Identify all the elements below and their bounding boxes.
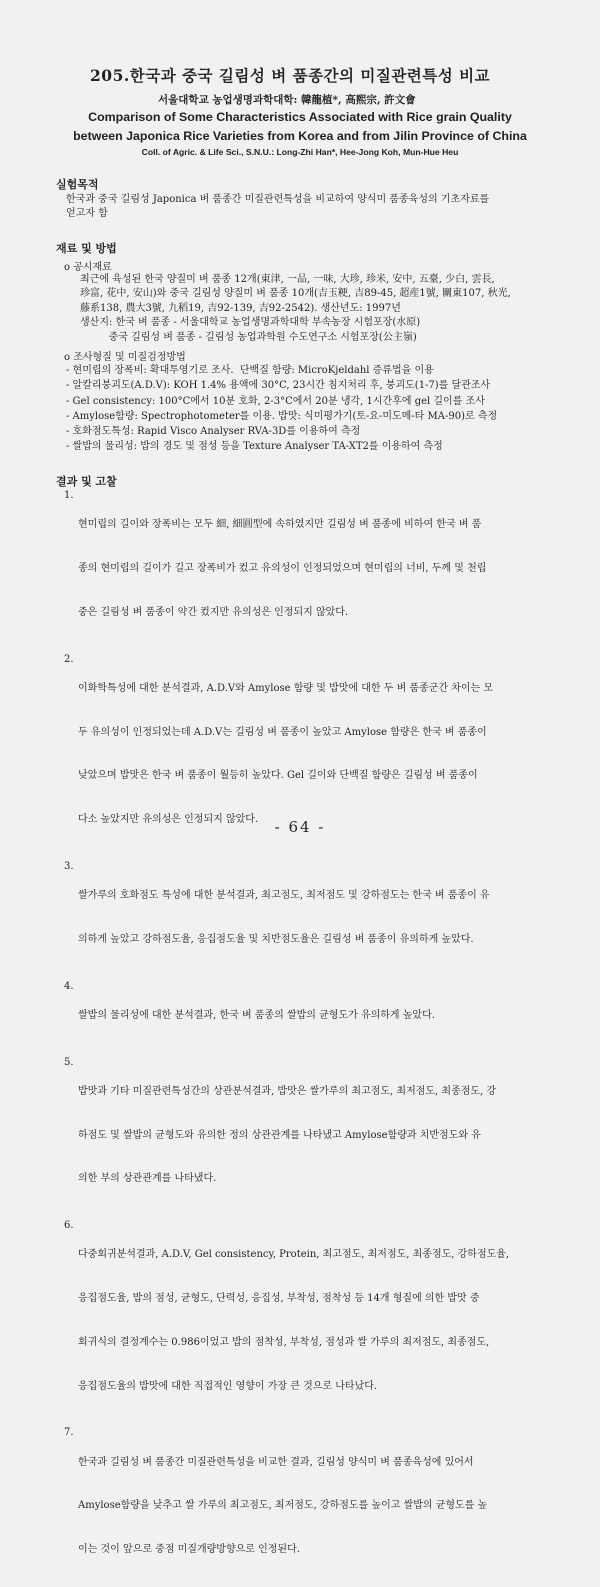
results-list: [64, 489, 509, 1587]
result-line: 쌀가루의 호화점도 특성에 대한 분석결과, 최고점도, 최저점도 및 강하점도는 한국 벼 품종이 유: [78, 890, 490, 902]
materials-line: 생산지: 한국 벼 품종 - 서울대학교 농업생명과학대학 부속농장 시험포장(水原): [80, 317, 421, 329]
survey-item: - 호화점도특성: Rapid Visco Analyser RVA-3D를 이용하여 측정: [66, 426, 361, 438]
result-item-4: [64, 980, 509, 1053]
result-item-7: [64, 1426, 509, 1587]
authors-english: Coll. of Agric. & Life Sci., S.N.U.: Long-Zhi Han*, Hee-Jong Koh, Mun-Hue Heu: [141, 147, 459, 157]
title-english-line-2: between Japonica Rice Varieties from Korea and from Jilin Province of China: [73, 129, 527, 143]
result-item-1: [64, 489, 509, 650]
survey-item: - 알칼리붕괴도(A.D.V): KOH 1.4% 용액에 30°C, 23시간 침지처리 후, 붕괴도(1-7)를 달관조사: [66, 380, 491, 392]
result-line: 다소 높았지만 유의성은 인정되지 않았다.: [78, 814, 259, 826]
result-number: 6.: [64, 1220, 74, 1232]
result-line: 의한 부의 상관관계를 나타냈다.: [78, 1173, 217, 1185]
result-item-6: [64, 1219, 509, 1423]
survey-item: - Gel consistency: 100°C에서 10분 호화, 2-3°C에서 20분 냉각, 1시간후에 gel 길이를 조사: [66, 395, 485, 407]
result-line: 이는 것이 앞으로 중점 미질개량방향으로 인정된다.: [78, 1544, 300, 1556]
section-heading-results: 결과 및 고찰: [56, 475, 117, 488]
subheading-survey: o 조사형질 및 미질검정방법: [64, 352, 186, 363]
result-number: 3.: [64, 860, 74, 872]
result-line: 한국과 길림성 벼 품종간 미질관련특성을 비교한 결과, 길림성 양식미 벼 품종육성에 있어서: [78, 1456, 474, 1468]
result-line: 중은 길림성 벼 품종이 약간 컸지만 유의성은 인정되지 않았다.: [78, 606, 349, 618]
section-heading-methods: 재료 및 방법: [56, 242, 117, 255]
survey-item: - 현미립의 장폭비: 확대투영기로 조사. 단백질 함량: MicroKjeldahl 증류법을 이용: [66, 365, 434, 376]
title-english-line-1: Comparison of Some Characteristics Associated with Rice grain Quality: [88, 110, 512, 124]
result-line: 의하게 높았고 강하점도율, 응집점도율 및 치반점도율은 길림성 벼 품종이 유의하게 높았다.: [78, 933, 474, 945]
materials-line: 藤系138, 農大3號, 九稻19, 吉92-139, 吉92-2542). 생산년도: 1997년: [80, 302, 401, 314]
result-line: 응집점도율의 밥맛에 대한 직접적인 영향이 가장 큰 것으로 나타났다.: [78, 1380, 378, 1392]
result-number: 2.: [64, 653, 74, 665]
title-korean: 205.한국과 중국 길림성 벼 품종간의 미질관련특성 비교: [90, 66, 491, 85]
result-line: 두 유의성이 인정되었는데 A.D.V는 길림성 벼 품종이 높았고 Amylose 함량은 한국 벼 품종이: [78, 726, 487, 738]
subheading-materials: o 공시재료: [64, 262, 112, 273]
result-line: 낮았으며 밥맛은 한국 벼 품종이 월등히 높았다. Gel 길이와 단백질 함량은 길림성 벼 품종이: [78, 770, 478, 782]
result-line: 이화학특성에 대한 분석결과, A.D.V와 Amylose 함량 및 밥맛에 대한 두 벼 품종군간 차이는 모: [78, 682, 494, 694]
result-line: 현미립의 길이와 장폭비는 모두 細, 細圓型에 속하였지만 길림성 벼 품종에 비하여 한국 벼 품: [78, 519, 482, 531]
result-number: 1.: [64, 490, 74, 501]
section-heading-objective: 실험목적: [56, 178, 99, 191]
materials-text: [80, 273, 511, 345]
result-item-3: [64, 860, 509, 977]
objective-line: 얻고자 함: [66, 208, 108, 220]
result-number: 7.: [64, 1427, 74, 1439]
result-line: 다중회귀분석결과, A.D.V, Gel consistency, Protein, 최고점도, 최저점도, 최종점도, 강하점도율,: [78, 1249, 510, 1261]
result-line: 회귀식의 결정계수는 0.986이었고 밥의 점착성, 부착성, 점성과 쌀 가루의 최저점도, 최종점도,: [78, 1336, 490, 1348]
materials-line: 중국 길림성 벼 품종 - 길림성 농업과학원 수도연구소 시험포장(公主嶺): [80, 331, 417, 343]
result-line: 밥맛과 기타 미질관련특성간의 상관분석결과, 밥맛은 쌀가루의 최고점도, 최저점도, 최종점도, 강: [78, 1085, 497, 1097]
result-number: 4.: [64, 980, 74, 992]
result-line: 종의 현미립의 길이가 길고 장폭비가 컸고 유의성이 인정되었으며 현미립의 너비, 두께 및 천립: [78, 562, 487, 574]
result-line: Amylose함량을 낮추고 쌀 가루의 최고점도, 최저점도, 강하점도를 높이고 쌀밥의 균형도를 높: [78, 1500, 488, 1512]
survey-item: - 쌀밥의 물리성: 밥의 경도 및 점성 등을 Texture Analyser TA-XT2를 이용하여 측정: [66, 441, 443, 453]
result-number: 5.: [64, 1056, 74, 1068]
page-number: - 64 -: [274, 818, 326, 836]
title-english: [60, 108, 540, 146]
result-line: 하점도 및 쌀밥의 균형도와 유의한 정의 상관관계를 나타냈고 Amylose함량과 치반점도와 유: [78, 1129, 481, 1141]
objective-line: 한국과 중국 길림성 Japonica 벼 품종간 미질관련특성을 비교하여 양식미 품종육성의 기초자료를: [66, 194, 490, 205]
result-line: 응집점도율, 밥의 점성, 균형도, 단력성, 응집성, 부착성, 점착성 등 14개 형질에 의한 밥맛 중: [78, 1293, 480, 1305]
authors-korean: 서울대학교 농업생명과학대학: 韓龍植*, 高熙宗, 許文會: [158, 94, 416, 106]
objective-text: [66, 193, 489, 222]
materials-line: 珍富, 花中, 安山)와 중국 길림성 양질미 벼 품종 10개(吉玉粳, 吉89-45, 超産1號, 關東107, 秋光,: [80, 288, 511, 300]
materials-line: 최근에 육성된 한국 양질미 벼 품종 12개(東津, 一品, 一味, 大珍, 珍米, 安中, 五臺, 少白, 雲長,: [80, 274, 495, 285]
result-item-5: [64, 1056, 509, 1217]
survey-methods-list: [66, 363, 497, 455]
survey-item: - Amylose함량: Spectrophotometer를 이용. 밥맛: 식미평가기(토-요-미도메-타 MA-90)로 측정: [66, 410, 498, 422]
result-line: 쌀밥의 물리성에 대한 분석결과, 한국 벼 품종의 쌀밥의 균형도가 유의하게 높았다.: [78, 1009, 435, 1021]
